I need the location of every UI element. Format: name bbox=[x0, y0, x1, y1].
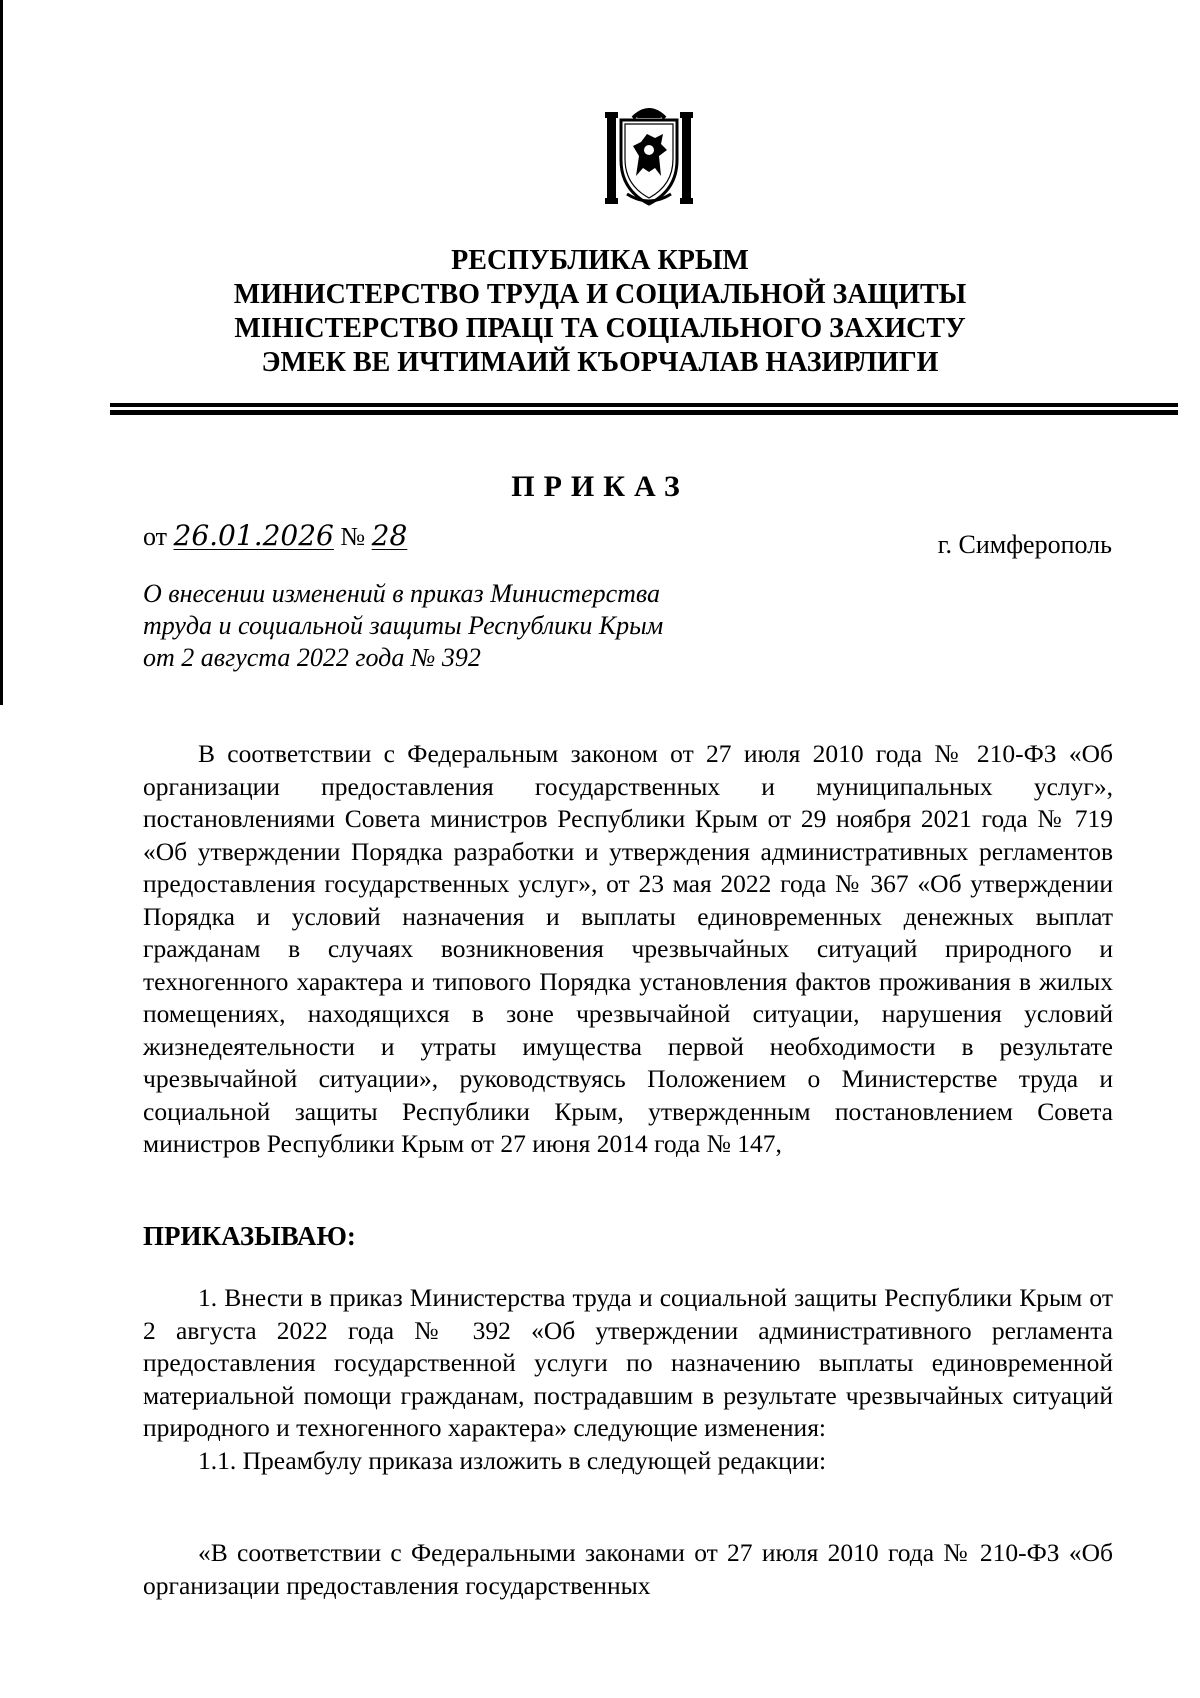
header-divider-thick bbox=[110, 410, 1178, 415]
item-1-paragraph: 1. Внести в приказ Министерства труда и социальной защиты Республики Крым от 2 августа 2022 года № 392 «Об утверждении административного регламента предоставления государственной услуги по назначению выплаты единовременной материальной помощи гражданам, пострадавшим в результате чрезвычайных ситуаций природного и техногенного характера» следующие изменения: bbox=[143, 1283, 1113, 1442]
header-line-republic: РЕСПУБЛИКА КРЫМ bbox=[451, 245, 749, 276]
order-items-block bbox=[143, 1282, 1113, 1477]
header-line-ministry-ru: МИНИСТЕРСТВО ТРУДА И СОЦИАЛЬНОЙ ЗАЩИТЫ bbox=[233, 279, 967, 310]
subject-line-3: от 2 августа 2022 года № 392 bbox=[143, 643, 481, 672]
date-prefix: от bbox=[143, 522, 168, 551]
city: г. Симферополь bbox=[937, 530, 1112, 559]
order-subject bbox=[143, 578, 663, 674]
document-type-title: ПРИКАЗ bbox=[511, 470, 689, 503]
preamble-block bbox=[143, 738, 1113, 1161]
order-word: ПРИКАЗЫВАЮ: bbox=[143, 1221, 356, 1251]
preamble-paragraph: В соответствии с Федеральным законом от 27 июля 2010 года № 210-ФЗ «Об организации предоставления государственных и муниципальных услуг», постановлениями Совета министров Республики Крым от 29 ноября 2021 года № 719 «Об утверждении Порядка разработки и утверждения административных регламентов предоставления государственных услуг», от 23 мая 2022 года № 367 «Об утверждении Порядка и условий назначения и выплаты единовременных денежных выплат гражданам в случаях возникновения чрезвычайных ситуаций природного и техногенного характера и типового Порядка установления фактов проживания в жилых помещениях, находящихся в зоне чрезвычайной ситуации, нарушения условий жизнедеятельности и утраты имущества первой необходимости в результате чрезвычайной ситуации», руководствуясь Положением о Министерстве труда и социальной защиты Республики Крым, утвержденным постановлением Совета министров Республики Крым от 27 июня 2014 года № 147, bbox=[143, 739, 1113, 1158]
ministry-header bbox=[0, 244, 1200, 380]
header-line-ministry-crh: ЭМЕК ВЕ ИЧТИМАИЙ КЪОРЧАЛАВ НАЗИРЛИГИ bbox=[261, 347, 939, 378]
quoted-preamble-block bbox=[143, 1537, 1113, 1602]
date-number-line bbox=[143, 519, 407, 552]
crimea-coat-of-arms-icon bbox=[603, 98, 695, 208]
item-1-1-paragraph: 1.1. Преамбулу приказа изложить в следующей редакции: bbox=[198, 1445, 827, 1475]
number-prefix: № bbox=[340, 522, 366, 551]
handwritten-date: 26.01.2026 bbox=[173, 519, 334, 552]
header-divider-thin bbox=[110, 403, 1178, 407]
subject-line-2: труда и социальной защиты Республики Крым bbox=[143, 611, 664, 640]
quoted-preamble-paragraph: «В соответствии с Федеральными законами от 27 июля 2010 года № 210-ФЗ «Об организации предоставления государственных bbox=[143, 1538, 1113, 1600]
subject-line-1: О внесении изменений в приказ Министерства bbox=[143, 579, 661, 608]
handwritten-number: 28 bbox=[371, 519, 408, 552]
header-line-ministry-ua: МІНІСТЕРСТВО ПРАЦІ ТА СОЦІАЛЬНОГО ЗАХИСТУ bbox=[234, 313, 966, 344]
